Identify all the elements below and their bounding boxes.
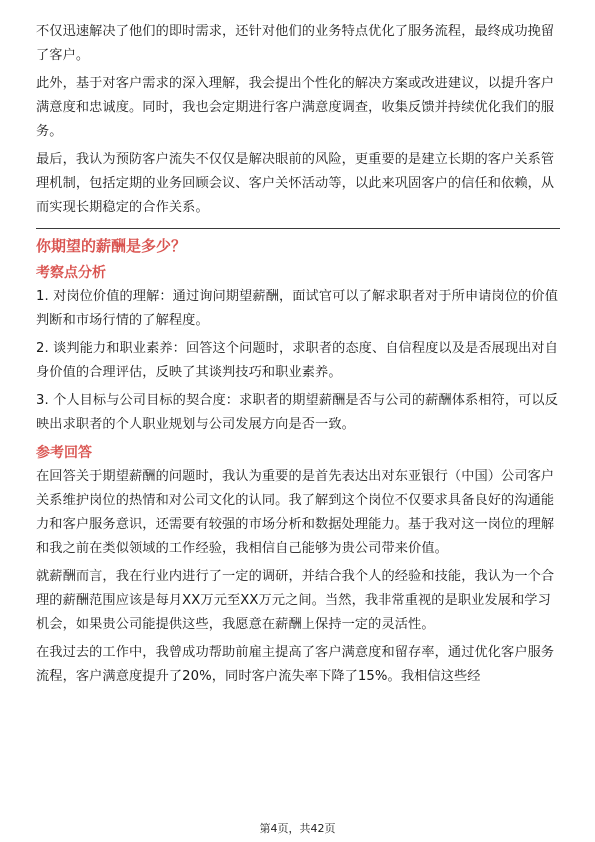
section-divider	[36, 228, 560, 229]
question-title: 你期望的薪酬是多少？	[36, 237, 187, 255]
analysis-item-2: 2. 谈判能力和职业素养：回答这个问题时，求职者的态度、自信程度以及是否展现出对自身价值的合理评估，反映了其谈判技巧和职业素养。	[36, 341, 558, 380]
intro-paragraph-3: 最后，我认为预防客户流失不仅仅是解决眼前的风险，更重要的是建立长期的客户关系管理机制，包括定期的业务回顾会议、客户关怀活动等，以此来巩固客户的信任和依赖，从而实现长期稳定的合作关系。	[36, 152, 555, 215]
answer-paragraph-2: 就薪酬而言，我在行业内进行了一定的调研，并结合我个人的经验和技能，我认为一个合理的薪酬范围应该是每月XX万元至XX万元之间。当然，我非常重视的是职业发展和学习机会，如果贵公司能提供这些，我愿意在薪酬上保持一定的灵活性。	[36, 569, 555, 632]
intro-paragraph-1: 不仅迅速解决了他们的即时需求，还针对他们的业务特点优化了服务流程，最终成功挽留了客户。	[36, 24, 555, 63]
analysis-heading: 考察点分析	[36, 265, 106, 281]
intro-paragraph-2: 此外，基于对客户需求的深入理解，我会提出个性化的解决方案或改进建议，以提升客户满意度和忠诚度。同时，我也会定期进行客户满意度调查，收集反馈并持续优化我们的服务。	[36, 76, 555, 139]
answer-paragraph-3: 在我过去的工作中，我曾成功帮助前雇主提高了客户满意度和留存率，通过优化客户服务流程，客户满意度提升了20%，同时客户流失率下降了15%。我相信这些经	[36, 645, 555, 684]
analysis-item-1: 1. 对岗位价值的理解：通过询问期望薪酬，面试官可以了解求职者对于所申请岗位的价值判断和市场行情的了解程度。	[36, 289, 558, 328]
answer-heading: 参考回答	[36, 445, 92, 461]
answer-paragraph-1: 在回答关于期望薪酬的问题时，我认为重要的是首先表达出对东亚银行（中国）公司客户关系维护岗位的热情和对公司文化的认同。我了解到这个岗位不仅要求具备良好的沟通能力和客户服务意识，还需要有较强的市场分析和数据处理能力。基于我对这一岗位的理解和我之前在类似领域的工作经验，我相信自己能够为贵公司带来价值。	[36, 469, 555, 556]
page-content	[36, 20, 560, 693]
analysis-item-3: 3. 个人目标与公司目标的契合度：求职者的期望薪酬是否与公司的薪酬体系相符，可以反映出求职者的个人职业规划与公司发展方向是否一致。	[36, 393, 558, 432]
page-number-footer: 第4页，共42页	[259, 822, 336, 835]
